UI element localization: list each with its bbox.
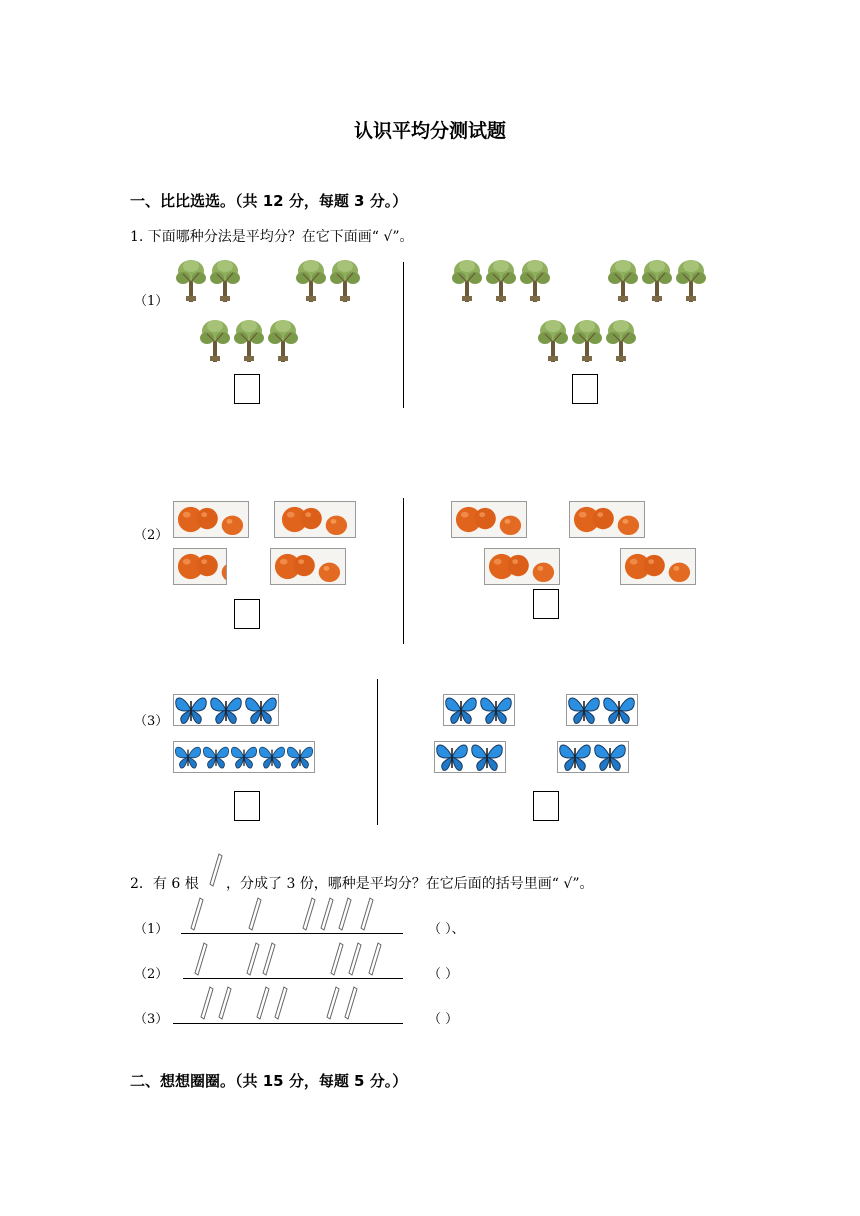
tree-group-right-a [450, 258, 554, 302]
butterfly-group-right-d [557, 741, 629, 773]
answer-paren-3[interactable]: （ ） [428, 1012, 459, 1027]
q1-item3-label: （3） [134, 714, 169, 729]
orange-icon [570, 502, 644, 537]
answer-box-3-right[interactable] [533, 791, 559, 821]
answer-box-2-right[interactable] [533, 589, 559, 619]
answer-line [183, 978, 403, 979]
orange-icon [174, 502, 248, 537]
orange-picture [173, 548, 227, 585]
orange-picture [173, 501, 249, 538]
orange-icon [452, 502, 526, 537]
q2-prompt-start: 2．有 6 根 [130, 876, 199, 892]
q2-prompt-end: ，分成了 3 份，哪种是平均分？在它后面的括号里画“ √”。 [226, 876, 594, 892]
butterfly-icon [567, 695, 637, 725]
answer-box-3-left[interactable] [234, 791, 260, 821]
butterfly-group-right-b [566, 694, 638, 726]
q1-item1-label: （1） [134, 294, 169, 309]
divider [403, 262, 404, 408]
answer-line [173, 1023, 403, 1024]
tree-group-left-c [198, 318, 302, 362]
butterfly-group-left-b [173, 741, 315, 773]
butterfly-icon [435, 742, 505, 772]
tree-icon [198, 318, 302, 362]
section1-heading: 一、比比选选。（共 12 分，每题 3 分。） [130, 192, 408, 210]
q2-row3-label: （3） [134, 1012, 169, 1027]
tree-icon [536, 318, 640, 362]
divider [403, 498, 404, 644]
q2-row2-label: （2） [134, 967, 169, 982]
butterfly-icon [174, 742, 314, 772]
tree-group-right-b [606, 258, 710, 302]
stick-icon [190, 942, 390, 976]
orange-icon [275, 502, 355, 537]
stick-icon [209, 853, 223, 887]
orange-picture [569, 501, 645, 538]
answer-box-2-left[interactable] [234, 599, 260, 629]
orange-picture [451, 501, 527, 538]
q1-prompt: 1. 下面哪种分法是平均分？在它下面画“ √”。 [130, 229, 414, 245]
divider [377, 679, 378, 825]
butterfly-group-right-a [443, 694, 515, 726]
tree-group-right-c [536, 318, 640, 362]
section2-heading: 二、想想圈圈。（共 15 分，每题 5 分。） [130, 1072, 408, 1090]
orange-picture [274, 501, 356, 538]
tree-icon [450, 258, 554, 302]
answer-box-1-left[interactable] [234, 374, 260, 404]
tree-icon [606, 258, 710, 302]
stick-icon [200, 986, 370, 1020]
orange-icon [621, 549, 695, 584]
orange-icon [485, 549, 559, 584]
butterfly-group-left-a [173, 694, 279, 726]
answer-paren-2[interactable]: （ ） [428, 967, 459, 982]
answer-line [181, 933, 403, 934]
orange-picture [484, 548, 560, 585]
page-title: 认识平均分测试题 [353, 120, 506, 142]
q2-row1-label: （1） [134, 922, 169, 937]
answer-box-1-right[interactable] [572, 374, 598, 404]
butterfly-group-right-c [434, 741, 506, 773]
stick-icon [190, 897, 390, 931]
butterfly-icon [444, 695, 514, 725]
orange-icon [174, 549, 226, 584]
q1-item2-label: （2） [134, 528, 169, 543]
tree-icon [174, 258, 244, 302]
orange-picture [270, 548, 346, 585]
orange-picture [620, 548, 696, 585]
butterfly-icon [174, 695, 278, 725]
tree-group-left-b [294, 258, 364, 302]
tree-icon [294, 258, 364, 302]
answer-paren-1[interactable]: （ ）、 [428, 922, 465, 937]
orange-icon [271, 549, 345, 584]
tree-group-left-a [174, 258, 244, 302]
butterfly-icon [558, 742, 628, 772]
